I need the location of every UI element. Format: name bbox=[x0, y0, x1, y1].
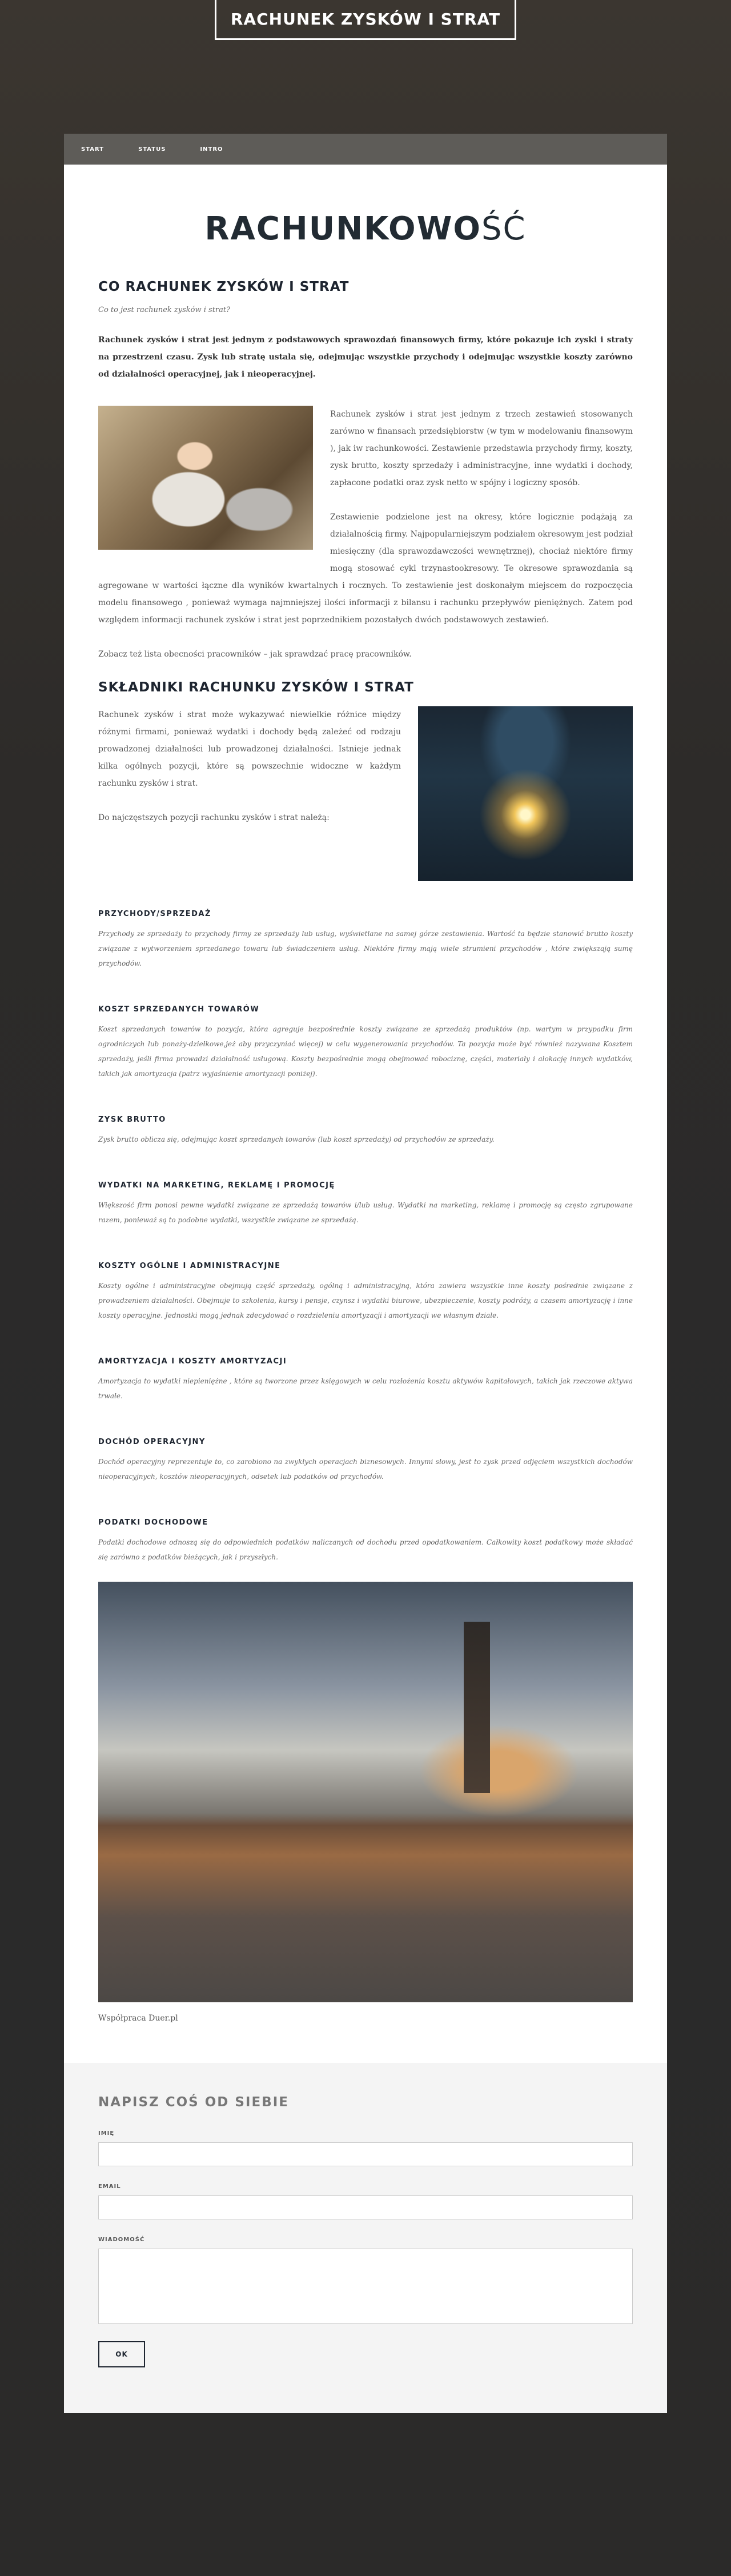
old-town-square-photo bbox=[98, 1582, 633, 2002]
item-desc-depreciation: Amortyzacja to wydatki niepieniężne , które są tworzone przez księgowych w celu rozłożenia kosztu aktywów kapitałowych, takich jak rzeczowe aktywa trwałe. bbox=[98, 1377, 633, 1400]
item-title-income-taxes: PODATKI DOCHODOWE bbox=[98, 1518, 208, 1527]
office-man-photo bbox=[98, 406, 313, 550]
nav-item-status[interactable]: STATUS bbox=[138, 146, 166, 153]
name-label: IMIĘ bbox=[98, 2130, 115, 2137]
article bbox=[64, 165, 667, 2063]
item-title-marketing: WYDATKI NA MARKETING, REKLAMĘ I PROMOCJĘ bbox=[98, 1181, 335, 1190]
lead-paragraph: Rachunek zysków i strat jest jednym z podstawowych sprawozdań finansowych firmy, które pokazuje ich zyski i straty na przestrzeni czasu. Zysk lub stratę ustala się, odejmując wszystkie przychody i odejmując wszystkie koszty zarówno od działalności operacyjnej, jak i nieoperacyjnej. bbox=[98, 335, 633, 379]
main-container bbox=[64, 134, 667, 2413]
top-nav bbox=[64, 134, 667, 165]
item-title-operating-income: DOCHÓD OPERACYJNY bbox=[98, 1438, 206, 1446]
section-subtitle: Co to jest rachunek zysków i strat? bbox=[98, 306, 231, 314]
message-label: WIADOMOŚĆ bbox=[98, 2237, 145, 2243]
nav-item-intro[interactable]: INTRO bbox=[200, 146, 223, 153]
site-title-box[interactable] bbox=[215, 0, 516, 40]
section-heading-what: CO RACHUNEK ZYSKÓW I STRAT bbox=[98, 279, 350, 294]
paragraph-2: Zestawienie podzielone jest na okresy, które logicznie podążają za działalnością firmy. Najpopularniejszym podziałem okresowym jest podział miesięczny (dla sprawozdawczości wewnętrznej), chociaż niektóre firmy mogą stosować cykl trzynastookresowy. Te okresowe sprawozdania są agregowane w wartości łączne dla wyników kwartalnych i rocznych. To zestawienie jest doskonałym miejscem do rozpoczęcia modelu finansowego , ponieważ wymaga najmniejszej ilości informacji z bilansu i rachunku przepływów pieniężnych. Zatem pod względem informacji rachunek zysków i strat jest poprzednikiem pozostałych dwóch podstawowych zestawień. bbox=[98, 513, 633, 625]
item-title-depreciation: AMORTYZACJA I KOSZTY AMORTYZACJI bbox=[98, 1357, 287, 1366]
page-title-bold: RACHUNKOWO bbox=[204, 210, 481, 247]
photo-credit-link[interactable]: Współpraca Duer.pl bbox=[98, 2014, 178, 2023]
email-label: EMAIL bbox=[98, 2183, 121, 2190]
item-desc-gross-profit: Zysk brutto oblicza się, odejmując koszt sprzedanych towarów (lub koszt sprzedaży) od przychodów ze sprzedaży. bbox=[98, 1135, 495, 1143]
item-desc-cogs: Koszt sprzedanych towarów to pozycja, która agreguje bezpośrednie koszty związane ze sprzedażą produktów (np. wartym w przypadku firm ogrodniczych lub ponaży-dziełkowe,jeż aby przyczyniać więcej) w celu wygenerowania przychodów. Ta pozycja może być również nazywana Kosztem sprzedaży, jeśli firma prowadzi działalność usługową. Koszty bezpośrednie mogą obejmować robociznę, części, materiały i alokację innych wydatków, takich jak amortyzacja (patrz wyjaśnienie amortyzacji poniżej). bbox=[98, 1025, 633, 1078]
paragraph-1: Rachunek zysków i strat jest jednym z trzech zestawień stosowanych zarówno w finansach przedsiębiorstw (w tym w modelowaniu finansowym ), jak iw rachunkowości. Zestawienie przedstawia przychody firmy, koszty, zysk brutto, koszty sprzedaży i administracyjne, inne wydatki i dochody, zapłacone podatki oraz zysk netto w spójny i logiczny sposób. bbox=[330, 410, 633, 487]
nav-item-start[interactable]: START bbox=[81, 146, 105, 153]
hands-light-photo bbox=[418, 706, 633, 881]
town-hall-tower bbox=[464, 1622, 490, 1793]
comment-form bbox=[64, 2063, 667, 2413]
item-desc-operating-income: Dochód operacyjny reprezentuje to, co zarobiono na zwykłych operacjach biznesowych. Innymi słowy, jest to zysk przed odjęciem wszystkich dochodów nieoperacyjnych, kosztów nieoperacyjnych, odsetek lub podatków od przychodów. bbox=[98, 1458, 633, 1481]
components-paragraph-1: Rachunek zysków i strat może wykazywać niewielkie różnice między różnymi firmami, ponieważ wydatki i dochody będą zależeć od rodzaju prowadzonej działalności lub prowadzonej działalności. Istnieje jednak kilka ogólnych pozycji, które są powszechnie widoczne w każdym rachunku zysków i strat. bbox=[98, 710, 401, 788]
page-title-light: ŚĆ bbox=[481, 210, 527, 247]
page-title bbox=[98, 210, 633, 247]
components-paragraph-2: Do najczęstszych pozycji rachunku zysków i strat należą: bbox=[98, 813, 330, 822]
site-header bbox=[0, 0, 731, 134]
item-desc-marketing: Większość firm ponosi pewne wydatki związane ze sprzedażą towarów i/lub usług. Wydatki na marketing, reklamę i promocję są często zgrupowane razem, ponieważ są to podobne wydatki, wszystkie związane ze sprzedażą. bbox=[98, 1201, 633, 1224]
item-desc-revenue: Przychody ze sprzedaży to przychody firmy ze sprzedaży lub usług, wyświetlane na samej górze zestawienia. Wartość ta będzie stanowić brutto koszty związane z wytworzeniem sprzedanego towaru lub świadczeniem usług. Niektóre firmy mają wiele strumieni przychodów , które zwiększają sumę przychodów. bbox=[98, 930, 633, 967]
item-desc-general-admin: Koszty ogólne i administracyjne obejmują część sprzedaży, ogólną i administracyjną, która zawiera wszystkie inne koszty pośrednie związane z prowadzeniem działalności. Obejmuje to szkolenia, kursy i pensje, czynsz i wydatki biurowe, ubezpieczenie, koszty podróży, a czasem amortyzację i inne koszty operacyjne. Jednostki mogą jednak zdecydować o rozdzieleniu amortyzacji i amortyzacji we własnym dziale. bbox=[98, 1282, 633, 1319]
message-textarea[interactable] bbox=[98, 2249, 633, 2324]
name-input[interactable] bbox=[98, 2142, 633, 2166]
item-title-cogs: KOSZT SPRZEDANYCH TOWARÓW bbox=[98, 1005, 260, 1014]
item-desc-income-taxes: Podatki dochodowe odnoszą się do odpowiednich podatków naliczanych od dochodu przed opodatkowaniem. Całkowity koszt podatkowy może składać się zarówno z podatków bieżących, jak i przyszłych. bbox=[98, 1538, 633, 1561]
see-also-link[interactable]: Zobacz też lista obecności pracowników – jak sprawdzać pracę pracowników. bbox=[98, 650, 412, 659]
section-heading-components: SKŁADNIKI RACHUNKU ZYSKÓW I STRAT bbox=[98, 680, 414, 695]
comment-heading: NAPISZ COŚ OD SIEBIE bbox=[98, 2095, 290, 2110]
item-title-general-admin: KOSZTY OGÓLNE I ADMINISTRACYJNE bbox=[98, 1262, 281, 1270]
submit-button[interactable]: OK bbox=[98, 2341, 145, 2367]
item-title-revenue: PRZYCHODY/SPRZEDAŻ bbox=[98, 910, 211, 918]
email-input[interactable] bbox=[98, 2195, 633, 2219]
site-title: RACHUNEK ZYSKÓW I STRAT bbox=[230, 10, 501, 29]
item-title-gross-profit: ZYSK BRUTTO bbox=[98, 1115, 166, 1124]
